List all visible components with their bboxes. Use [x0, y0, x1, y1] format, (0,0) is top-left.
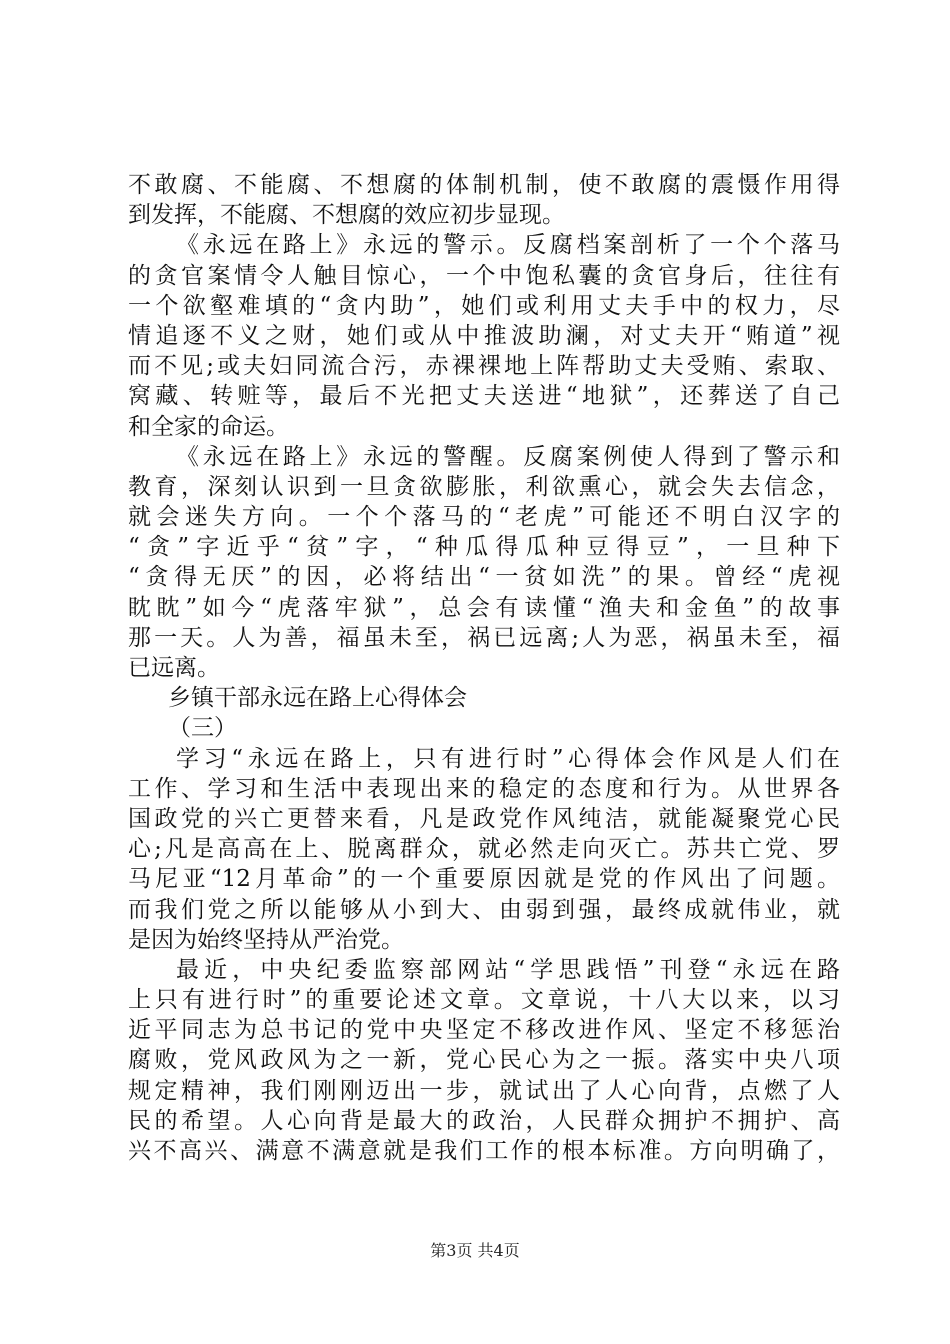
text-line: 乡镇干部永远在路上心得体会	[168, 685, 467, 712]
text-line: 马尼亚“12月革命”的一个重要原因就是党的作风出了问题。	[128, 866, 840, 893]
text-line: 民的希望。人心向背是最大的政治，人民群众拥护不拥护、高	[128, 1107, 840, 1134]
text-line: 而我们党之所以能够从小到大、由弱到强，最终成就伟业，就	[128, 896, 840, 923]
text-line: 《永远在路上》永远的警醒。反腐案例使人得到了警示和	[176, 443, 840, 470]
text-line: 一个欲壑难填的“贪内助”，她们或利用丈夫手中的权力，尽	[128, 292, 840, 319]
text-line: 国政党的兴亡更替来看，凡是政党作风纯洁，就能凝聚党心民	[128, 805, 840, 832]
text-line: 近平同志为总书记的党中央坚定不移改进作风、坚定不移惩治	[128, 1017, 840, 1044]
text-line: 已远离。	[128, 655, 220, 681]
document-body	[128, 170, 840, 1166]
text-line: （三）	[168, 715, 237, 742]
text-line: 教育，深刻认识到一旦贪欲膨胀，利欲熏心，就会失去信念，	[128, 473, 840, 500]
text-line: 上只有进行时”的重要论述文章。文章说，十八大以来，以习	[128, 987, 840, 1014]
text-line: 的贪官案情令人触目惊心，一个中饱私囊的贪官身后，往往有	[128, 262, 840, 289]
text-line: 是因为始终坚持从严治党。	[128, 926, 404, 953]
page-footer: 第3页 共4页	[430, 1241, 520, 1260]
text-line: 兴不高兴、满意不满意就是我们工作的根本标准。方向明确了，	[128, 1138, 840, 1164]
text-line: 工作、学习和生活中表现出来的稳定的态度和行为。从世界各	[128, 775, 840, 802]
text-line: 最近，中央纪委监察部网站“学思践悟”刊登“永远在路	[176, 956, 840, 983]
text-line: 学习“永远在路上，只有进行时”心得体会作风是人们在	[176, 745, 840, 772]
text-line: 和全家的命运。	[128, 413, 289, 440]
text-line: 那一天。人为善，福虽未至，祸已远离;人为恶，祸虽未至，福	[128, 624, 840, 651]
text-line: 心;凡是高高在上、脱离群众，就必然走向灭亡。苏共亡党、罗	[128, 836, 840, 863]
text-line: 眈眈”如今“虎落牢狱”，总会有读懂“渔夫和金鱼”的故事	[128, 594, 840, 621]
text-line: 腐败，党风政风为之一新，党心民心为之一振。落实中央八项	[128, 1047, 840, 1074]
text-line: 情追逐不义之财，她们或从中推波助澜，对丈夫开“贿道”视	[128, 322, 840, 349]
text-line: “贪得无厌”的因，必将结出“一贫如洗”的果。曾经“虎视	[128, 564, 840, 591]
text-line: 《永远在路上》永远的警示。反腐档案剖析了一个个落马	[176, 232, 840, 259]
text-line: 不敢腐、不能腐、不想腐的体制机制，使不敢腐的震慑作用得	[128, 172, 840, 198]
text-line: “贪”字近乎“贫”字，“种瓜得瓜种豆得豆”，一旦种下	[128, 534, 840, 561]
text-line: 就会迷失方向。一个个落马的“老虎”可能还不明白汉字的	[128, 504, 840, 531]
text-line: 规定精神，我们刚刚迈出一步，就试出了人心向背，点燃了人	[128, 1077, 840, 1104]
text-line: 到发挥，不能腐、不想腐的效应初步显现。	[128, 202, 565, 229]
text-line: 而不见;或夫妇同流合污，赤裸裸地上阵帮助丈夫受贿、索取、	[128, 353, 840, 380]
text-line: 窝藏、转赃等，最后不光把丈夫送进“地狱”，还葬送了自己	[128, 383, 840, 410]
